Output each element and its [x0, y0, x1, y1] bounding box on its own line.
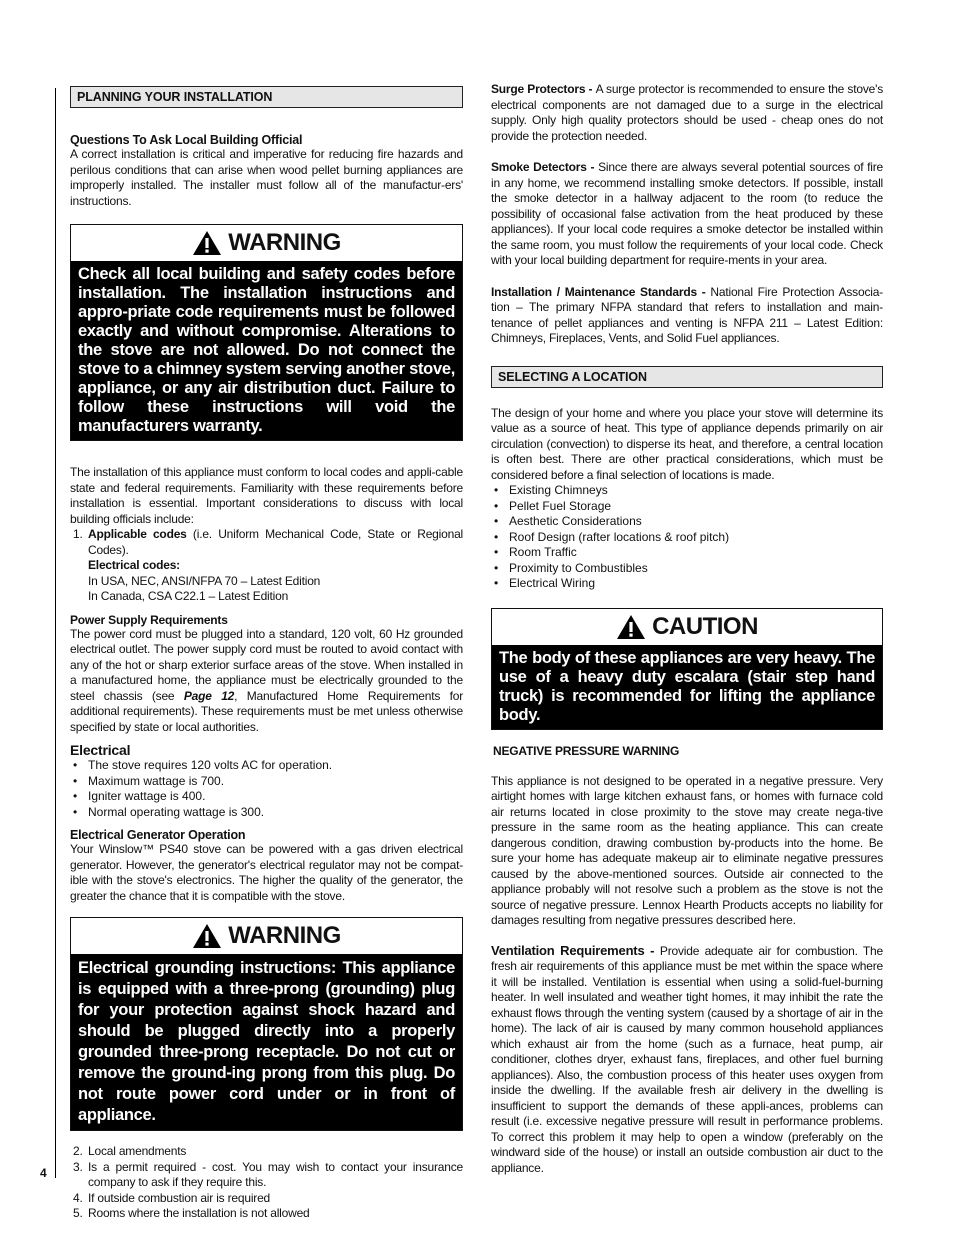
warning-body-2: Electrical grounding instructions: This appliance is equipped with a three-prong (grounding) plug for your protection against shock hazard and should be plugged directly into a properly grounded three-prong receptacle. Do not cut or remove the ground-ing prong from this plug. Do not route power cord under or in front of appliance.: [71, 954, 462, 1130]
negative-pressure-text: This appliance is not designed to be operated in a negative pressure. Very airtight homes with large kitchen exhaust fans, or homes with furnace cold air returns located in close proximity to the stove may create nega-tive pressure in the same room as the heating appliance. This can create dangerous condition, drawing combustion by-products into the home. Be sure your home has adequate makeup air to eliminate negative pressures caused by the above-mentioned sources. Outside air connected to the appliance probably will not resolve such a problem as the stove is not the source of negative pressure. Lennox Hearth Products accepts no liability for damages resulting from negative pressures described here.: [491, 773, 883, 927]
list-item: 3. Is a permit required - cost. You may wish to contact your insurance company to ask if they require this.: [73, 1159, 463, 1189]
considerations-list-continued: [70, 1144, 463, 1222]
canada-code: In Canada, CSA C22.1 – Latest Edition: [88, 589, 289, 603]
caution-title: [492, 609, 882, 645]
smoke-paragraph: Smoke Detectors - Since there are always several potential sources of fire in any home, we recommend installing smoke detectors. If possible, install the smoke detector in a hallway adjacent to the room (to reduce the possibility of occasional false activation from the heat produced by these appliances). If your local code requires a smoke detector be installed within the same room, you must follow the requirements of your local code. Check with your local building department for require-ments in your area.: [491, 160, 883, 267]
ventilation-label: Ventilation Requirements -: [491, 942, 660, 958]
list-item: • Pellet Fuel Storage: [491, 499, 883, 515]
electrical-codes-label: Electrical codes:: [88, 558, 180, 572]
list-item: 1. Applicable codes (i.e. Uniform Mechanical Code, State or Regional Codes). Electrical codes: In USA, NEC, ANSI/NFPA 70 – Latest Edition In Canada, CSA C22.1 – Latest Edition: [73, 527, 464, 603]
location-text: The design of your home and where you place your stove will determine its value as a source of heat. This type of appliance depends primarily on air circulation (convection) to disperse its heat, and therefore, a central location is often best. There are other practical considerations, which must be considered before a final selection of locations is made.: [491, 405, 883, 482]
applicable-codes-label: Applicable codes: [88, 527, 187, 541]
list-item: • Igniter wattage is 400.: [70, 789, 463, 805]
location-heading: SELECTING A LOCATION: [491, 366, 883, 388]
location-list: [491, 483, 883, 592]
electrical-list: [70, 758, 463, 820]
caution-title-text: CAUTION: [652, 612, 758, 640]
warning-triangle-icon: [192, 923, 222, 949]
list-item: • Normal operating wattage is 300.: [70, 805, 463, 821]
left-column: [70, 86, 463, 1222]
warning-title-text-2: WARNING: [228, 922, 341, 949]
margin-rule: [55, 88, 56, 1178]
installation-text: The installation of this appliance must conform to local codes and appli-cable state and federal requirements. Familiarity with these requirements before installation is essential. Important considerations to discuss with local building officials include:: [70, 465, 463, 526]
list-item: • Roof Design (rafter locations & roof pitch): [491, 530, 883, 546]
power-text: The power cord must be plugged into a standard, 120 volt, 60 Hz grounded electrical outlet. The power supply cord must be routed to avoid contact with any of the hot or sharp exterior surface areas of the stove. When installed in a manufactured home, the appliance must be electrically grounded to the steel chassis (see Page 12, Manufactured Home Requirements for additional requirements). These requirements must be met unless otherwise specified by state or local authorities.: [70, 626, 464, 734]
considerations-list: [70, 527, 463, 605]
questions-text: A correct installation is critical and imperative for reducing fire hazards and perilous conditions that can arise when wood pellet burning appliances are improperly installed. The installer must follow all of the manufactur-ers' instructions.: [70, 147, 463, 208]
list-item: • Existing Chimneys: [491, 483, 883, 499]
standards-label: Installation / Maintenance Standards -: [491, 284, 711, 299]
list-item: • Electrical Wiring: [491, 576, 883, 592]
list-item: • Room Traffic: [491, 545, 883, 561]
warning-body-1: Check all local building and safety codes before installation. The installation instructions and appro-priate code requirements must be followed exactly and without compromise. Alterations to the stove are not allowed. Do not connect the stove to a chimney system serving another stove, appliance, or any air distribution duct. Failure to follow these instructions will void the manufacturers warranty.: [71, 261, 462, 440]
warning-triangle-icon: [192, 230, 222, 256]
planning-heading: PLANNING YOUR INSTALLATION: [70, 86, 463, 108]
list-item: • Proximity to Combustibles: [491, 561, 883, 577]
surge-label: Surge Protectors -: [491, 82, 596, 96]
generator-text: Your Winslow™ PS40 stove can be powered with a gas driven electrical generator. However, the generator's electrical regulator may not be compat-ible with the stove's electronics. The higher the quality of the generator, the greater the chance that it is compatible with the stove.: [70, 842, 463, 903]
caution-box: [491, 608, 883, 730]
usa-code: In USA, NEC, ANSI/NFPA 70 – Latest Edition: [88, 573, 321, 588]
ventilation-paragraph: Ventilation Requirements - Provide adequate air for combustion. The fresh air requirements of this appliance must be met within the space where it will be installed. Ventilation is essential when using a solid-fuel-burning heater. In well insulated and weather tight homes, it may inhibit the rate the exhaust flows through the venting system (caused by a shortage of air in the home). The lack of air is caused by many common household appliances which exhaust air from the home (such as a furnace, heat pump, air conditioner, clothes dryer, exhaust fans, fireplaces, and other fuel burning appliances). Also, the combustion process of this heater uses oxygen from inside the dwelling. If the available fresh air delivery in the dwelling is insufficient to support the demands of these appli-ances, problems can result (i.e. excessive negative pressure will result in performance problems. To correct this problem it may help to open a window (preferably on the windward side of the house) or install an outside combustion air duct to the appliance.: [491, 942, 883, 1175]
warning-title-2: [71, 918, 462, 954]
warning-title-1: [71, 225, 462, 261]
questions-heading: Questions To Ask Local Building Official: [70, 133, 303, 147]
caution-body: The body of these appliances are very heavy. The use of a heavy duty escalara (stair step hand truck) is recommended for lifting the appliance body.: [492, 645, 882, 729]
right-column: [491, 82, 883, 1176]
list-item: • Aesthetic Considerations: [491, 514, 883, 530]
warning-triangle-icon: [616, 614, 646, 640]
electrical-heading: Electrical: [70, 742, 131, 758]
warning-box-2: [70, 917, 463, 1131]
power-heading: Power Supply Requirements: [70, 612, 228, 627]
list-item: • Maximum wattage is 700.: [70, 774, 463, 790]
surge-paragraph: Surge Protectors - A surge protector is recommended to ensure the stove's electrical components are not damaged due to a surge in the electrical supply. Only high quality protectors should be used - cheap ones do not provide the protection needed.: [491, 82, 883, 143]
smoke-label: Smoke Detectors -: [491, 160, 599, 174]
list-item: 4. If outside combustion air is required: [73, 1190, 271, 1205]
list-item: 2. Local amendments: [73, 1144, 187, 1158]
page-reference: Page 12: [183, 688, 235, 703]
page-number: 4: [40, 1166, 47, 1180]
warning-title-text-1: WARNING: [228, 229, 341, 256]
list-item: 5. Rooms where the installation is not allowed: [73, 1206, 310, 1220]
warning-box-1: [70, 224, 463, 441]
list-item: • The stove requires 120 volts AC for operation.: [70, 758, 463, 774]
standards-paragraph: Installation / Maintenance Standards - National Fire Protection Associa-tion – The primary NFPA standard that refers to installation and main-tenance of pellet appliances and venting is NFPA 211 – Latest Edition: Chimneys, Fireplaces, Vents, and Solid Fuel appliances.: [491, 284, 883, 345]
negative-pressure-heading: NEGATIVE PRESSURE WARNING: [493, 743, 680, 758]
generator-heading: Electrical Generator Operation: [70, 828, 246, 842]
